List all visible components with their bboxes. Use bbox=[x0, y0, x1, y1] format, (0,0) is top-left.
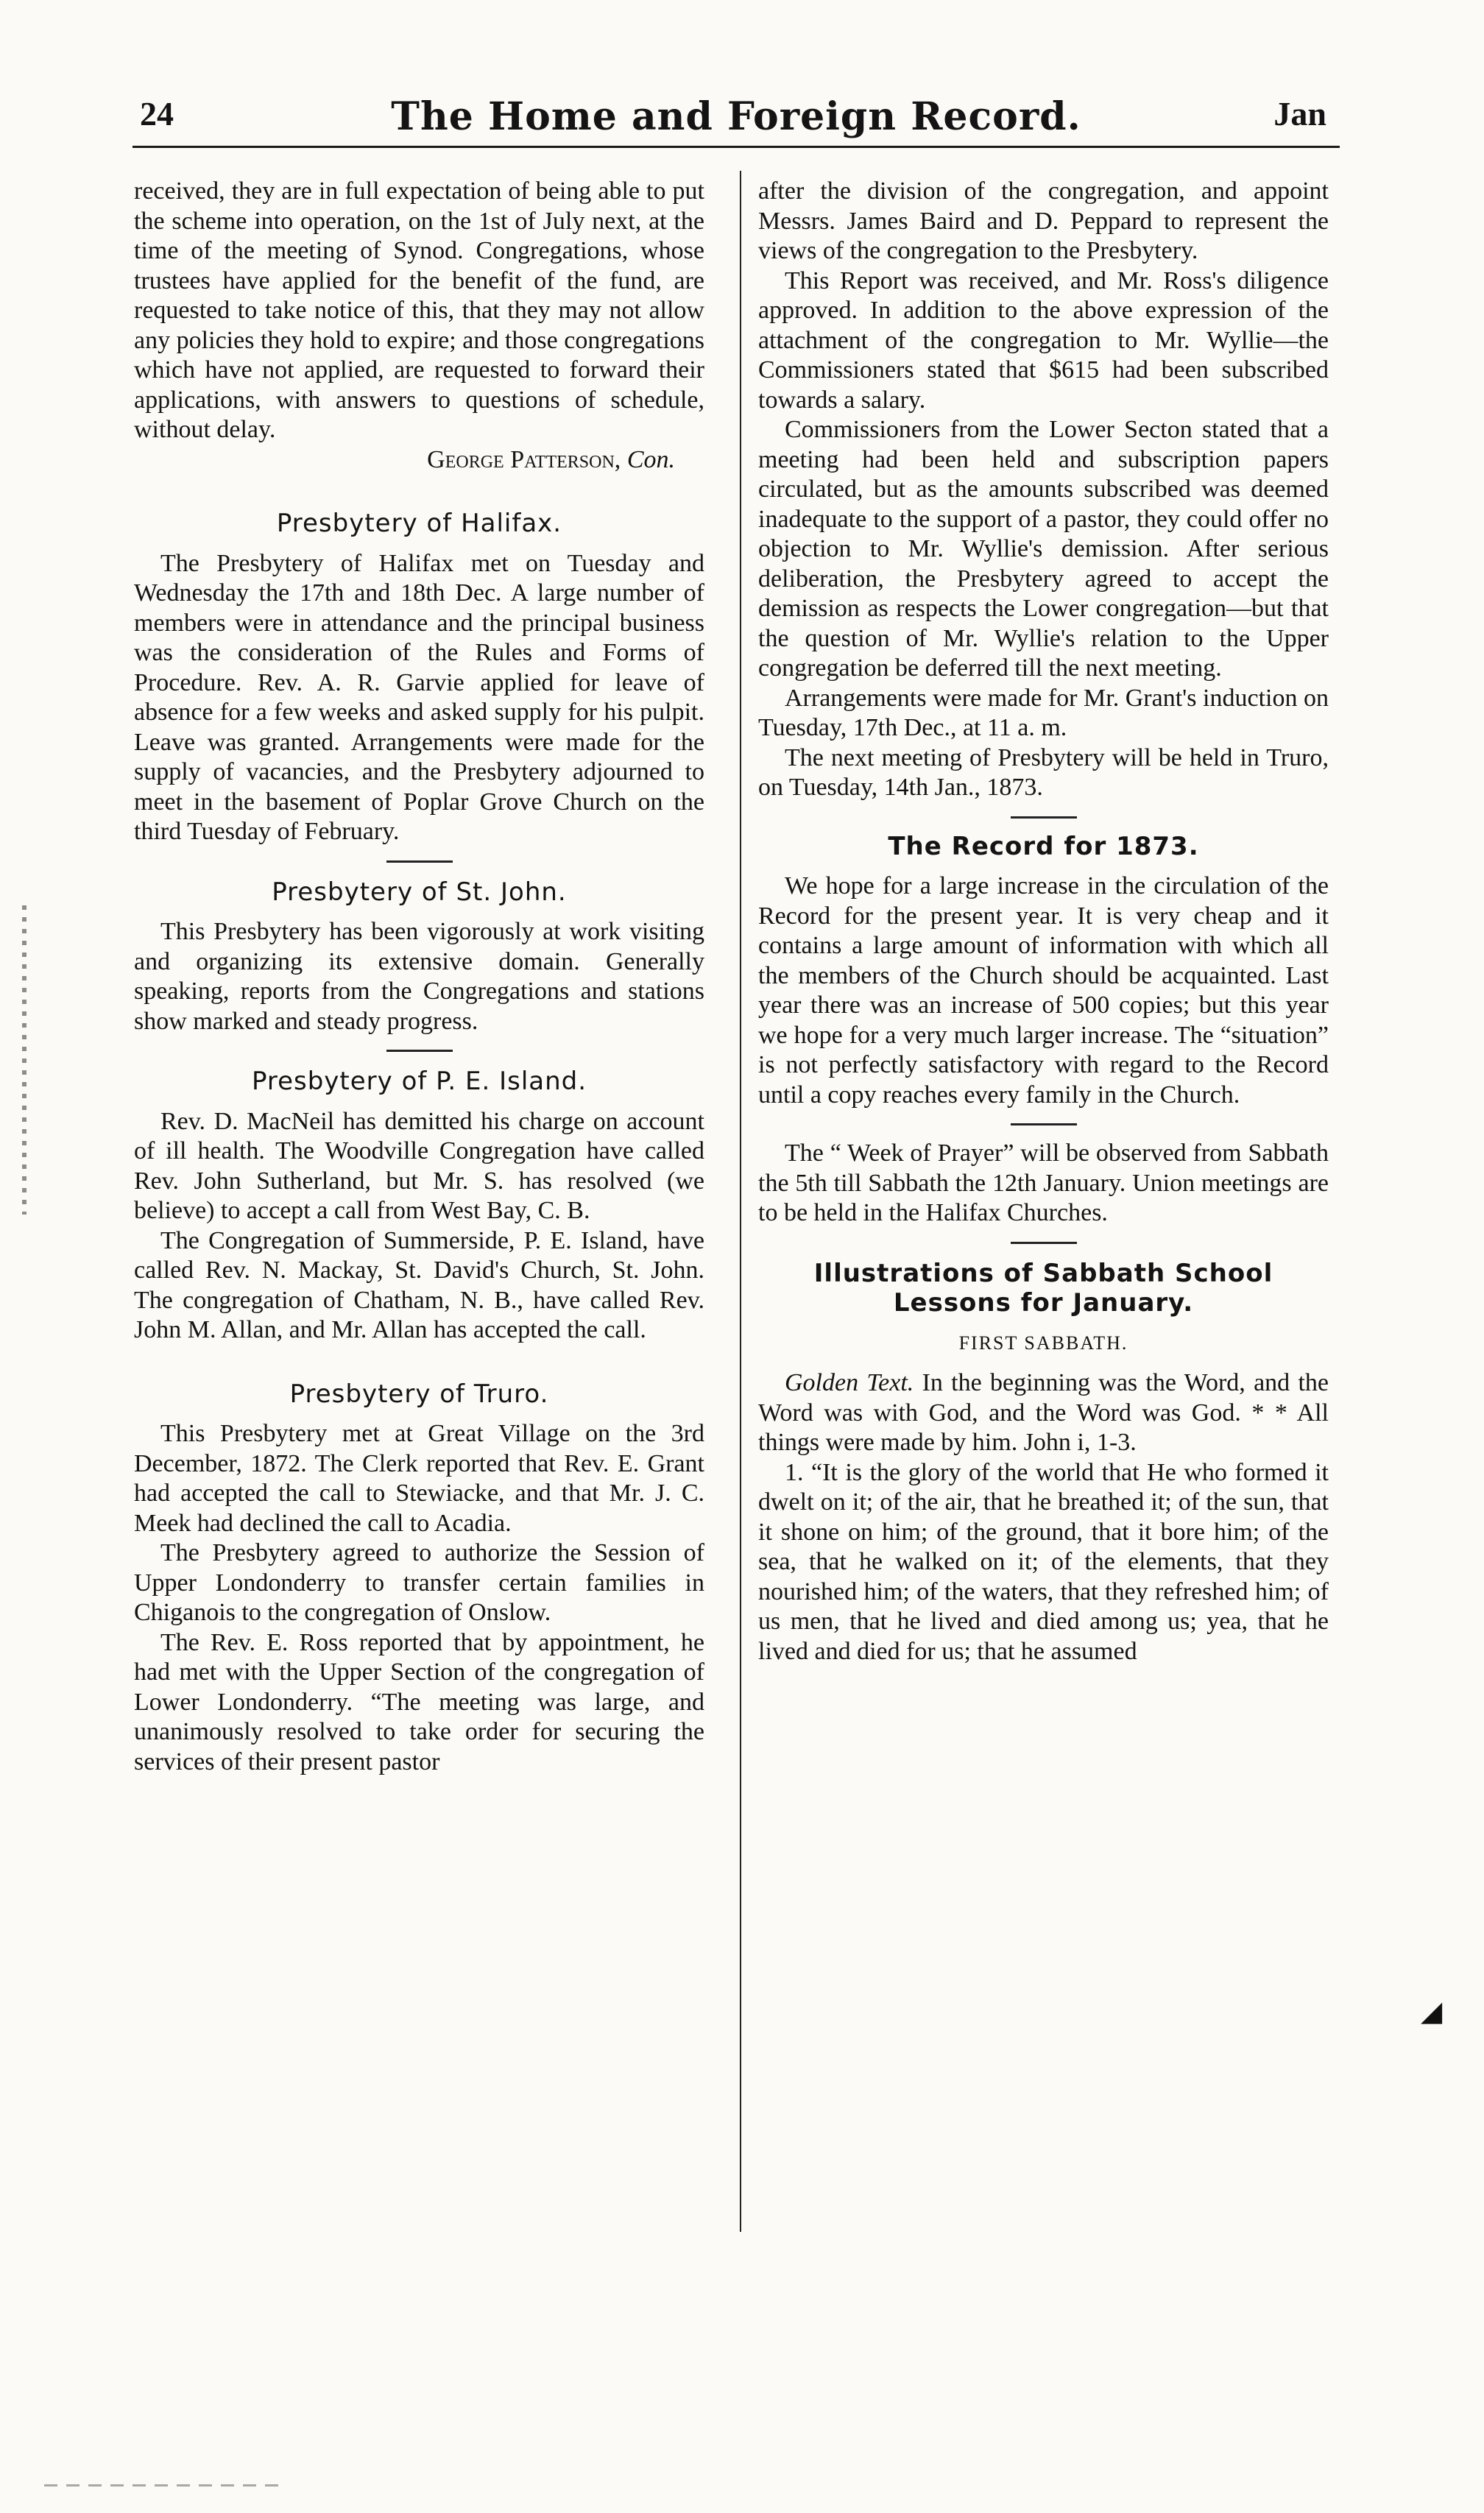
column-divider bbox=[740, 171, 741, 2232]
section-heading-st-john: Presbytery of St. John. bbox=[272, 877, 567, 907]
truro-paragraph-2: The Presbytery agreed to authorize the Session of Upper Londonderry to transfer certain families in Chiganois to the congregation of Onslow. bbox=[134, 1539, 704, 1626]
section-rule bbox=[386, 1050, 453, 1052]
continued-paragraph: received, they are in full expectation of being able to put the scheme into operation, on the 1st of July next, at the time of the meeting of Synod. Congregations, whose trustees have applied for the benefit of the fund, are requested to take notice of this, that they may not allow any policies they hold to expire; and those congregations which have not applied, are requested to forward their applications, with answers to questions of schedule, without delay. bbox=[134, 177, 704, 443]
page-header bbox=[132, 94, 1340, 148]
section-heading-truro: Presbytery of Truro. bbox=[289, 1379, 549, 1409]
section-heading-halifax: Presbytery of Halifax. bbox=[276, 509, 562, 538]
pei-paragraph-2: The Congregation of Summerside, P. E. Island, have called Rev. N. Mackay, St. David's Church, St. John. The congregation of Chatham, N. B., have called Rev. John M. Allan, and Mr. Allan has accepted the call. bbox=[134, 1226, 704, 1343]
commissioners-paragraph: Commissioners from the Lower Secton stated that a meeting had been held and subscription papers circulated, but as the amounts subscribed was deemed inadequate to the support of a pastor, they could offer no objection to Mr. Wyllie's demission. After serious deliberation, the Presbytery agreed to accept the demission as respects the Lower congregation—but that the question of Mr. Wyllie's relation to the Upper congregation be deferred till the next meeting. bbox=[758, 416, 1329, 682]
section-heading-record: The Record for 1873. bbox=[888, 831, 1199, 861]
first-sabbath-subheading: FIRST SABBATH. bbox=[958, 1332, 1128, 1354]
induction-paragraph: Arrangements were made for Mr. Grant's induction on Tuesday, 17th Dec., at 11 a. m. bbox=[758, 684, 1329, 741]
journal-title: The Home and Foreign Record. bbox=[391, 94, 1081, 139]
truro-paragraph-1: This Presbytery met at Great Village on the 3rd December, 1872. The Clerk reported that Rev. E. Grant had accepted the call to Stewiacke, and that Mr. J. C. Meek had declined the call to Acadia. bbox=[134, 1420, 704, 1537]
illustration-item-1: 1. “It is the glory of the world that He who formed it dwelt on it; of the air, that he breathed it; of the sun, that it shone on him; of the ground, that it bore him; of the sea, that he walked on it; of the elements, that they nourished him; of the waters, that they refreshed him; of us men, that he lived and died among us; yea, that he lived and died for us; that he assumed bbox=[758, 1458, 1329, 1665]
right-column bbox=[758, 177, 1329, 1667]
pei-paragraph-1: Rev. D. MacNeil has demitted his charge on account of ill health. The Woodville Congregation have called Rev. John Sutherland, but Mr. S. has resolved (we believe) to accept a call from West Bay, C. B. bbox=[134, 1107, 704, 1224]
section-heading-illustrations: Illustrations of Sabbath School Lessons for January. bbox=[813, 1258, 1273, 1318]
section-heading-pei: Presbytery of P. E. Island. bbox=[251, 1067, 587, 1096]
record-paragraph: We hope for a large increase in the circulation of the Record for the present year. It is very cheap and it contains a large amount of information with which all the members of the Church should be acquainted. Last year there was an increase of 500 copies; but this year we hope for a very much larger increase. The “situation” is not perfectly satisfactory with regard to the Record until a copy reaches every family in the Church. bbox=[758, 872, 1329, 1109]
next-meeting-paragraph: The next meeting of Presbytery will be held in Truro, on Tuesday, 14th Jan., 1873. bbox=[758, 743, 1329, 801]
golden-text-paragraph bbox=[758, 1368, 1329, 1458]
margin-bleed bbox=[22, 905, 26, 1215]
bottom-smudge bbox=[44, 2484, 280, 2487]
st-john-paragraph: This Presbytery has been vigorously at work visiting and organizing its extensive domain. Generally speaking, reports from the Congregations and stations show marked and steady progress. bbox=[134, 918, 704, 1035]
arrow-right-icon: ◢ bbox=[1421, 1996, 1443, 2027]
halifax-paragraph: The Presbytery of Halifax met on Tuesday and Wednesday the 17th and 18th Dec. A large number of members were in attendance and the principal business was the consideration of the Rules and Forms of Procedure. Rev. A. R. Garvie applied for leave of absence for a few weeks and asked supply for his pulpit. Leave was granted. Arrangements were made for the supply of vacancies, and the Presbytery adjourned to meet in the basement of Poplar Grove Church on the third Tuesday of February. bbox=[134, 549, 704, 845]
golden-text-label: Golden Text. bbox=[785, 1369, 914, 1396]
week-of-prayer-paragraph: The “ Week of Prayer” will be observed from Sabbath the 5th till Sabbath the 12th January. Union meetings are to be held in the Halifax Churches. bbox=[758, 1139, 1329, 1226]
signature-name: George Patterson, bbox=[427, 445, 621, 473]
issue-month: Jan bbox=[1273, 95, 1326, 132]
continued-paragraph-right: after the division of the congregation, and appoint Messrs. James Baird and D. Peppard to represent the views of the congregation to the Presbytery. bbox=[758, 177, 1329, 264]
section-rule bbox=[1011, 1123, 1077, 1125]
report-paragraph: This Report was received, and Mr. Ross's diligence approved. In addition to the above expression of the attachment of the congregation to Mr. Wyllie—the Commissioners stated that $615 had been subscribed towards a salary. bbox=[758, 266, 1329, 414]
signature-role: Con. bbox=[626, 445, 675, 473]
page-number: 24 bbox=[140, 95, 174, 132]
section-rule bbox=[1011, 1242, 1077, 1244]
section-rule bbox=[386, 860, 453, 863]
signature bbox=[134, 445, 704, 476]
truro-paragraph-3: The Rev. E. Ross reported that by appointment, he had met with the Upper Section of the congregation of Lower Londonderry. “The meeting was large, and unanimously resolved to take order for securing the services of their present pastor bbox=[134, 1628, 704, 1775]
golden-text-body: In the beginning was the Word, and the Word was with God, and the Word was God. * * All things were made by him. John i, 1-3. bbox=[758, 1369, 1329, 1456]
left-column bbox=[134, 177, 704, 1777]
section-rule bbox=[1011, 816, 1077, 819]
